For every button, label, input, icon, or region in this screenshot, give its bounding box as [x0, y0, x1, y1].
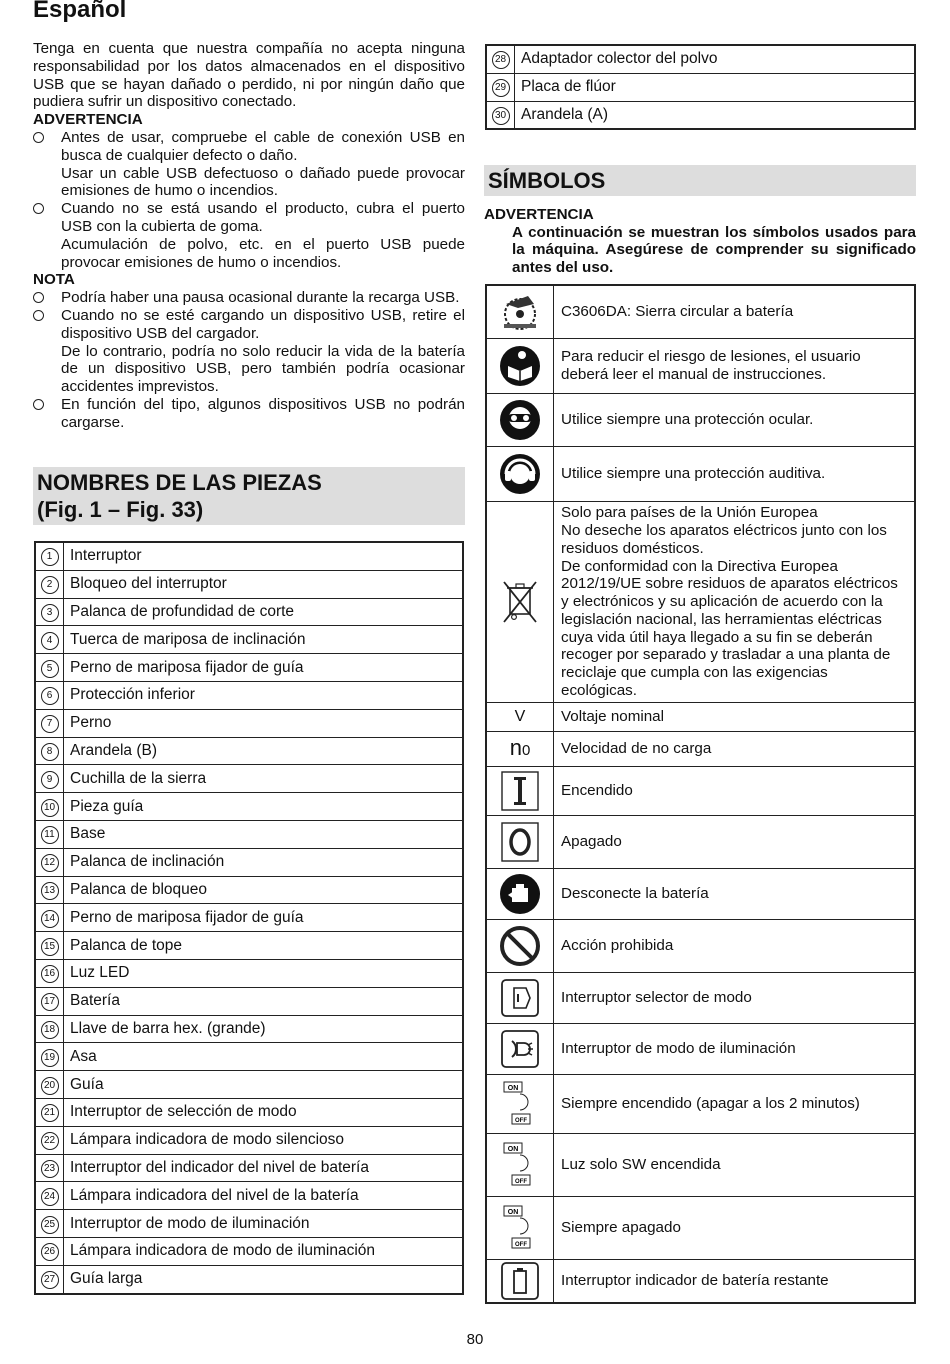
- part-name: Palanca de profundidad de corte: [64, 598, 464, 626]
- symbol-row: [486, 447, 915, 502]
- part-name: Base: [64, 820, 464, 848]
- part-number: 12: [41, 854, 59, 872]
- part-number: 22: [41, 1132, 59, 1150]
- symbol-description: Solo para países de la Unión Europea No deseche los aparatos eléctricos junto con los residuos domésticos. De conformidad con la Directiva Europea 2012/19/UE sobre residuos de aparatos eléctricos y electrónicos y su aplicación de acuerdo con la legislación nacional, las herramientas eléctricas cuya vida útil haya llegado a su fin se deberán recoger por separado y trasladar a una planta de reciclaje que cumpla con las exigencias ecológicas.: [554, 502, 916, 703]
- part-row: [35, 570, 463, 598]
- bullet-item: [33, 129, 465, 200]
- bullet-text: Antes de usar, compruebe el cable de conexión USB en busca de cualquier defecto o daño.: [61, 128, 465, 164]
- disclaimer-text: Tenga en cuenta que nuestra compañía no acepta ninguna responsabilidad por los datos almacenados en el dispositivo USB que se hayan dañado o perdido, ni por ningún daño que pudiera sufrir un dispositivo conectado.: [33, 40, 465, 111]
- part-name: Perno de mariposa fijador de guía: [64, 904, 464, 932]
- part-row: [486, 101, 915, 129]
- part-name: Placa de flúor: [515, 73, 916, 101]
- part-number: 7: [41, 715, 59, 733]
- part-name: Pieza guía: [64, 793, 464, 821]
- usb-notice: [33, 40, 465, 432]
- symbol-row: [486, 920, 915, 973]
- symbol-row: [486, 339, 915, 394]
- symbols-heading: SÍMBOLOS: [484, 165, 916, 196]
- part-row: [486, 73, 915, 101]
- no-load-speed-letter: n: [509, 734, 522, 760]
- part-name: Guía: [64, 1071, 464, 1099]
- bullet-item: [33, 289, 465, 307]
- parts-heading-line2: (Fig. 1 – Fig. 33): [37, 497, 204, 522]
- weee-crossed-bin-icon: [486, 502, 554, 703]
- part-row: [35, 1098, 463, 1126]
- part-number: 20: [41, 1077, 59, 1095]
- symbol-description: Utilice siempre una protección ocular.: [554, 394, 916, 447]
- symbol-description: Interruptor de modo de iluminación: [554, 1024, 916, 1075]
- part-row: [35, 1071, 463, 1099]
- bullet-text: Cuando no se esté cargando un dispositivo USB, retire el dispositivo USB del cargador.: [61, 306, 465, 342]
- svg-text:ON: ON: [507, 1085, 519, 1092]
- part-number: 30: [492, 107, 510, 125]
- part-name: Guía larga: [64, 1265, 464, 1293]
- part-row: [35, 1015, 463, 1043]
- part-name: Palanca de bloqueo: [64, 876, 464, 904]
- battery-remaining-icon: [486, 1260, 554, 1304]
- symbol-description: Voltaje nominal: [554, 703, 916, 732]
- symbols-warning-text: A continuación se muestran los símbolos usados para la máquina. Asegúrese de comprender su significado antes del uso.: [512, 223, 916, 276]
- part-row: [35, 904, 463, 932]
- bullet-text: Podría haber una pausa ocasional durante la recarga USB.: [61, 289, 460, 307]
- part-row: [35, 542, 463, 570]
- part-name: Tuerca de mariposa de inclinación: [64, 626, 464, 654]
- bullet-subtext: Acumulación de polvo, etc. en el puerto USB puede provocar emisiones de humo o incendios.: [61, 235, 465, 271]
- part-row: [35, 654, 463, 682]
- part-name: Interruptor de modo de iluminación: [64, 1210, 464, 1238]
- part-row: [35, 1265, 463, 1293]
- part-name: Lámpara indicadora de modo de iluminación: [64, 1237, 464, 1265]
- part-name: Palanca de inclinación: [64, 848, 464, 876]
- part-row: [35, 765, 463, 793]
- part-number: 14: [41, 910, 59, 928]
- part-name: Interruptor de selección de modo: [64, 1098, 464, 1126]
- bullet-item: [33, 200, 465, 271]
- switch-on-icon: [486, 767, 554, 816]
- part-row: [35, 737, 463, 765]
- part-number: 10: [41, 799, 59, 817]
- bullet-circle-icon: [33, 203, 44, 214]
- disconnect-battery-icon: [486, 869, 554, 920]
- part-name: Protección inferior: [64, 681, 464, 709]
- symbols-warning-label: ADVERTENCIA: [484, 206, 594, 223]
- part-number: 26: [41, 1243, 59, 1261]
- part-number: 27: [41, 1271, 59, 1289]
- warning-list: [33, 129, 465, 271]
- part-number: 6: [41, 687, 59, 705]
- part-number: 29: [492, 79, 510, 97]
- symbol-row: [486, 394, 915, 447]
- symbol-row: [486, 732, 915, 767]
- symbol-row: [486, 703, 915, 732]
- part-row: [35, 876, 463, 904]
- symbol-description: C3606DA: Sierra circular a batería: [554, 285, 916, 339]
- part-number: 23: [41, 1160, 59, 1178]
- part-name: Bloqueo del interruptor: [64, 570, 464, 598]
- symbol-description: Acción prohibida: [554, 920, 916, 973]
- part-number: 9: [41, 771, 59, 789]
- symbol-description: Velocidad de no carga: [554, 732, 916, 767]
- svg-text:OFF: OFF: [515, 1118, 527, 1124]
- symbol-description: Utilice siempre una protección auditiva.: [554, 447, 916, 502]
- mode-selector-icon: [486, 973, 554, 1024]
- part-number: 13: [41, 882, 59, 900]
- part-row: [35, 681, 463, 709]
- part-name: Llave de barra hex. (grande): [64, 1015, 464, 1043]
- part-row: [35, 932, 463, 960]
- note-list: [33, 289, 465, 431]
- prohibited-icon: [486, 920, 554, 973]
- symbol-row: [486, 1024, 915, 1075]
- part-number: 21: [41, 1104, 59, 1122]
- part-row: [35, 1182, 463, 1210]
- part-name: Perno de mariposa fijador de guía: [64, 654, 464, 682]
- svg-text:ON: ON: [507, 1209, 519, 1216]
- parts-section-heading: [33, 467, 465, 525]
- warning-label: ADVERTENCIA: [33, 111, 143, 129]
- bullet-subtext: De lo contrario, podría no solo reducir la vida de la batería de un dispositivo USB, pero también podría ocasionar accidentes imprevistos.: [61, 342, 465, 396]
- symbol-row: [486, 1134, 915, 1197]
- symbol-description: Siempre apagado: [554, 1197, 916, 1260]
- part-number: 5: [41, 660, 59, 678]
- part-name: Batería: [64, 987, 464, 1015]
- eye-protection-icon: [486, 394, 554, 447]
- symbols-table: [485, 284, 916, 1304]
- svg-text:OFF: OFF: [515, 1179, 527, 1185]
- bullet-circle-icon: [33, 399, 44, 410]
- symbol-row: [486, 767, 915, 816]
- part-name: Adaptador colector del polvo: [515, 45, 916, 73]
- bullet-circle-icon: [33, 292, 44, 303]
- part-number: 4: [41, 632, 59, 650]
- symbol-row: [486, 973, 915, 1024]
- part-number: 28: [492, 51, 510, 69]
- part-row: [35, 1043, 463, 1071]
- light-sw-on-icon: [486, 1134, 554, 1197]
- part-name: Luz LED: [64, 959, 464, 987]
- part-row: [35, 626, 463, 654]
- always-on-icon: [486, 1075, 554, 1134]
- part-number: 19: [41, 1049, 59, 1067]
- part-number: 8: [41, 743, 59, 761]
- part-name: Interruptor: [64, 542, 464, 570]
- part-number: 3: [41, 604, 59, 622]
- page-number: 80: [466, 1331, 484, 1348]
- always-off-icon: [486, 1197, 554, 1260]
- symbol-row: [486, 1075, 915, 1134]
- part-row: [35, 1126, 463, 1154]
- symbol-description: Interruptor selector de modo: [554, 973, 916, 1024]
- note-label: NOTA: [33, 271, 75, 289]
- bullet-item: [33, 307, 465, 396]
- part-name: Palanca de tope: [64, 932, 464, 960]
- page-title: Español: [33, 0, 127, 23]
- svg-text:ON: ON: [507, 1146, 519, 1153]
- symbol-row: [486, 1260, 915, 1304]
- parts-table-continued: [485, 44, 916, 130]
- bullet-circle-icon: [33, 310, 44, 321]
- part-number: 25: [41, 1216, 59, 1234]
- bullet-subtext: Usar un cable USB defectuoso o dañado puede provocar emisiones de humo o incendios.: [61, 164, 465, 200]
- svg-text:OFF: OFF: [515, 1242, 527, 1248]
- part-number: 18: [41, 1021, 59, 1039]
- parts-heading-line1: NOMBRES DE LAS PIEZAS: [37, 470, 322, 495]
- read-manual-icon: [486, 339, 554, 394]
- ear-protection-icon: [486, 447, 554, 502]
- part-name: Lámpara indicadora de modo silencioso: [64, 1126, 464, 1154]
- part-row: [35, 1154, 463, 1182]
- symbol-description: Para reducir el riesgo de lesiones, el usuario deberá leer el manual de instrucciones.: [554, 339, 916, 394]
- part-row: [35, 848, 463, 876]
- voltage-symbol: V: [486, 703, 554, 732]
- part-number: 17: [41, 993, 59, 1011]
- part-row: [35, 1237, 463, 1265]
- switch-off-icon: [486, 816, 554, 869]
- bullet-text: En función del tipo, algunos dispositivos USB no podrán cargarse.: [61, 395, 465, 431]
- symbol-row: [486, 869, 915, 920]
- part-name: Asa: [64, 1043, 464, 1071]
- parts-table: [34, 541, 464, 1295]
- part-row: [35, 959, 463, 987]
- bullet-item: [33, 396, 465, 432]
- part-name: Arandela (B): [64, 737, 464, 765]
- part-row: [35, 987, 463, 1015]
- part-number: 11: [41, 826, 59, 844]
- circular-saw-icon: [486, 285, 554, 339]
- no-load-speed-symbol: [486, 732, 554, 767]
- part-number: 16: [41, 965, 59, 983]
- part-number: 2: [41, 576, 59, 594]
- part-row: [35, 598, 463, 626]
- part-row: [35, 793, 463, 821]
- symbol-row: [486, 816, 915, 869]
- part-name: Interruptor del indicador del nivel de batería: [64, 1154, 464, 1182]
- part-row: [486, 45, 915, 73]
- symbol-description: Apagado: [554, 816, 916, 869]
- symbol-row: [486, 1197, 915, 1260]
- part-name: Cuchilla de la sierra: [64, 765, 464, 793]
- part-number: 24: [41, 1188, 59, 1206]
- lighting-mode-icon: [486, 1024, 554, 1075]
- symbol-description: Desconecte la batería: [554, 869, 916, 920]
- part-row: [35, 820, 463, 848]
- symbol-description: Siempre encendido (apagar a los 2 minutos): [554, 1075, 916, 1134]
- part-row: [35, 709, 463, 737]
- bullet-text: Cuando no se está usando el producto, cubra el puerto USB con la cubierta de goma.: [61, 200, 465, 235]
- part-number: 15: [41, 938, 59, 956]
- symbol-description: Encendido: [554, 767, 916, 816]
- symbol-description: Luz solo SW encendida: [554, 1134, 916, 1197]
- part-name: Perno: [64, 709, 464, 737]
- no-load-speed-subscript: 0: [521, 741, 531, 759]
- part-number: 1: [41, 548, 59, 566]
- symbol-row: [486, 285, 915, 339]
- symbol-row: [486, 502, 915, 703]
- part-name: Lámpara indicadora del nivel de la batería: [64, 1182, 464, 1210]
- bullet-circle-icon: [33, 132, 44, 143]
- part-row: [35, 1210, 463, 1238]
- part-name: Arandela (A): [515, 101, 916, 129]
- symbol-description: Interruptor indicador de batería restante: [554, 1260, 916, 1304]
- symbols-warning: [484, 206, 916, 276]
